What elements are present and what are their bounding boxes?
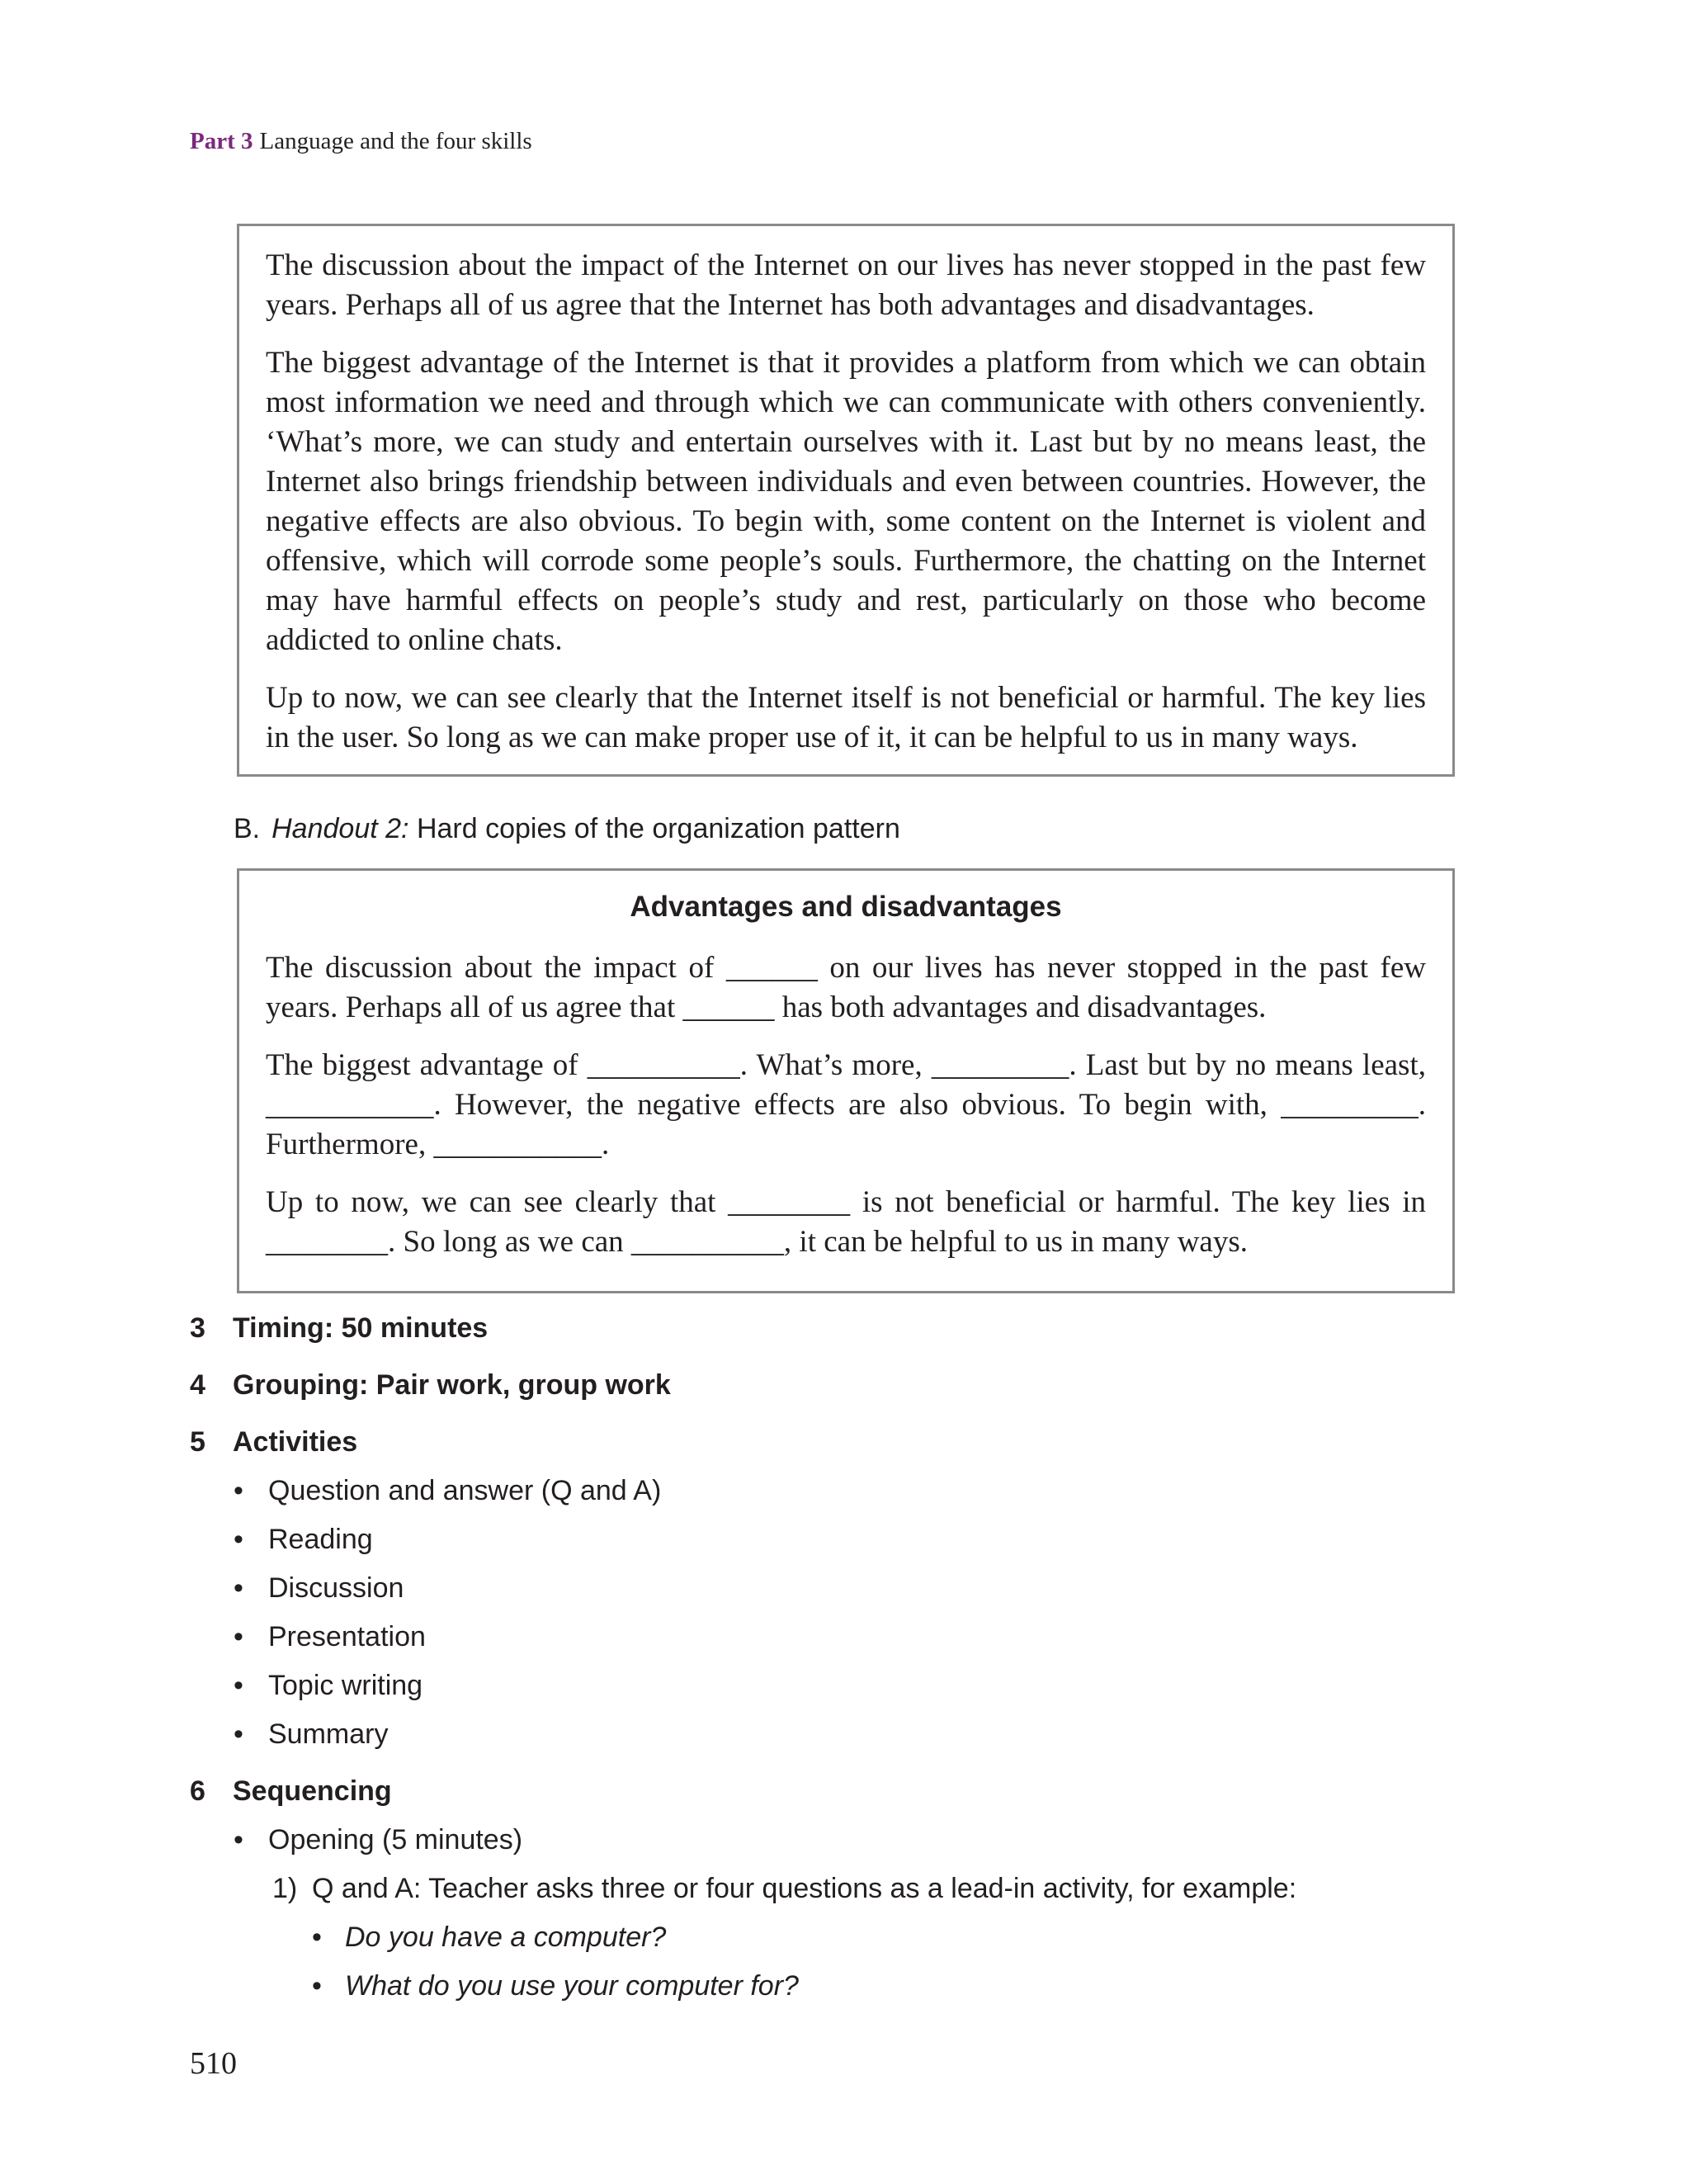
section-number: 5 [190, 1426, 205, 1458]
pattern-title: Advantages and disadvantages [630, 891, 1062, 923]
bullet-icon: • [234, 1670, 243, 1701]
essay-paragraph: Up to now, we can see clearly that the Internet itself is not beneficial or harmful. The key lies in the user. So long as we can make proper use of it, it can be helpful to us in many ways. [266, 681, 1426, 754]
pattern-paragraph: The biggest advantage of __________. What’s more, _________. Last but by no means least, ___________. However, the negative effects are also obvious. To begin with, _________. Furthermore, ___________. [266, 1048, 1426, 1161]
example-question: • What do you use your computer for? [312, 1970, 799, 2002]
organization-pattern-box [237, 868, 1455, 1293]
sequencing-opening: • Opening (5 minutes) [234, 1824, 523, 1855]
bullet-icon: • [234, 1824, 243, 1855]
example-question: • Do you have a computer? [312, 1922, 667, 1953]
bullet-icon: • [234, 1475, 243, 1506]
page-number: 510 [190, 2046, 237, 2081]
handout-letter: B. [234, 813, 261, 844]
section-value: 50 minutes [341, 1312, 489, 1344]
section-number: 3 [190, 1312, 205, 1344]
activity-item: • Discussion [234, 1572, 404, 1604]
section-number: 6 [190, 1775, 205, 1807]
handout-label: Handout 2: [271, 813, 409, 844]
sequencing-step [272, 1873, 1296, 1905]
part-label: Part 3 [190, 128, 253, 154]
bullet-icon: • [234, 1524, 243, 1555]
step-index: 1) [272, 1873, 298, 1904]
bullet-icon: • [312, 1922, 322, 1953]
sample-essay-box [237, 224, 1455, 777]
section-label: Sequencing [233, 1775, 392, 1807]
activity-item: • Topic writing [234, 1670, 423, 1701]
handout-caption [234, 813, 900, 845]
activity-item: • Summary [234, 1718, 389, 1750]
pattern-paragraph: The discussion about the impact of ______ on our lives has never stopped in the past few years. Perhaps all of us agree that ______ has both advantages and disadvantages. [266, 951, 1426, 1024]
activity-item: • Presentation [234, 1621, 426, 1652]
section-timing [190, 1312, 488, 1345]
bullet-icon: • [234, 1572, 243, 1604]
section-sequencing [190, 1775, 392, 1808]
bullet-icon: • [234, 1718, 243, 1750]
step-text: Q and A: Teacher asks three or four questions as a lead-in activity, for example: [312, 1873, 1297, 1904]
activity-item: • Reading [234, 1524, 373, 1555]
handout-text: Hard copies of the organization pattern [416, 813, 900, 844]
section-activities [190, 1426, 357, 1458]
section-label: Grouping: [233, 1369, 369, 1401]
section-label: Timing: [233, 1312, 334, 1344]
section-number: 4 [190, 1369, 205, 1401]
bullet-icon: • [234, 1621, 243, 1652]
essay-paragraph: The biggest advantage of the Internet is that it provides a platform from which we can obtain most information we need and through which we can communicate with others conveniently. ‘What’s more, we can study and entertain ourselves with it. Last but by no means least, the Internet also brings friendship between individuals and even between countries. However, the negative effects are also obvious. To begin with, some content on the Internet is violent and offensive, which will corrode some people’s souls. Furthermore, the chatting on the Internet may have harmful effects on people’s study and rest, particularly on those who become addicted to online chats. [266, 346, 1426, 657]
section-grouping [190, 1369, 671, 1402]
activity-item: • Question and answer (Q and A) [234, 1475, 662, 1506]
pattern-paragraph: Up to now, we can see clearly that ________ is not beneficial or harmful. The key lies in ________. So long as we can __________, it can be helpful to us in many ways. [266, 1185, 1426, 1259]
section-value: Pair work, group work [375, 1369, 671, 1401]
running-header [190, 128, 532, 155]
section-label: Activities [233, 1426, 358, 1458]
essay-paragraph: The discussion about the impact of the Internet on our lives has never stopped in the past few years. Perhaps all of us agree that the Internet has both advantages and disadvantages. [266, 248, 1426, 322]
chapter-title: Language and the four skills [259, 128, 532, 154]
bullet-icon: • [312, 1970, 322, 2002]
